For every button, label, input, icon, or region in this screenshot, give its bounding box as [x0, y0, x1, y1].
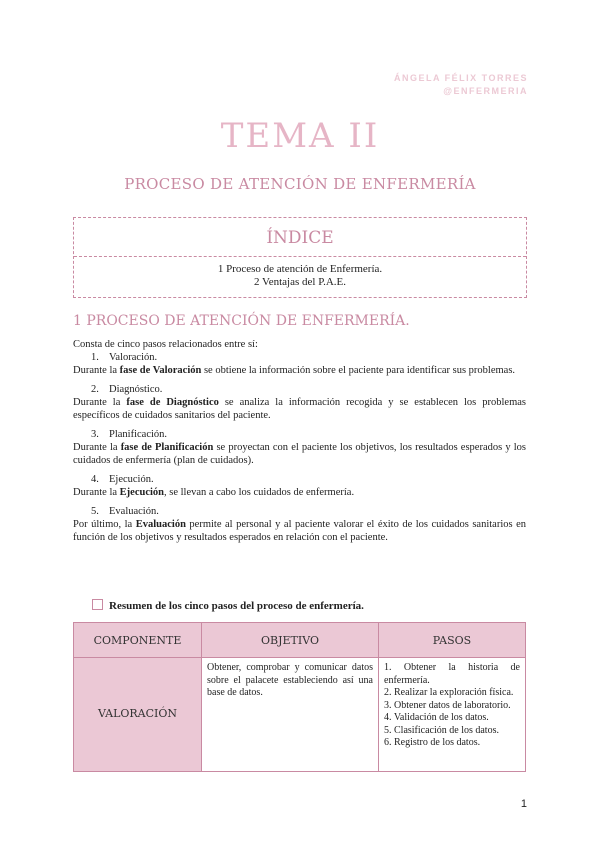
index-item: 2 Ventajas del P.A.E.	[253, 276, 347, 288]
index-box	[73, 217, 527, 298]
step-description: Durante la Ejecución, se llevan a cabo los cuidados de enfermería.	[73, 487, 355, 498]
page-title: TEMA II	[220, 116, 380, 156]
table-header-row	[74, 623, 526, 658]
section-title: 1 PROCESO DE ATENCIÓN DE ENFERMERÍA.	[73, 313, 410, 329]
component-cell: VALORACIÓN	[74, 658, 202, 772]
step-description: Durante la fase de Valoración se obtiene la información sobre el paciente para identificar sus problemas.	[73, 365, 516, 376]
column-header: COMPONENTE	[74, 623, 202, 658]
objective-cell: Obtener, comprobar y comunicar datos sobre el palacete estableciendo así una base de datos.	[202, 658, 379, 772]
pae-table	[73, 622, 526, 772]
list-item: 1. Obtener la historia de enfermería.	[384, 662, 520, 686]
step-heading: 3. Planificación.	[91, 429, 168, 440]
summary-label: Resumen de los cinco pasos del proceso de enfermería.	[109, 600, 364, 612]
index-list	[74, 257, 526, 289]
list-item: 5. Clasificación de los datos.	[384, 724, 499, 736]
section-content	[73, 338, 526, 544]
step-heading: 1. Valoración.	[91, 352, 158, 363]
page-number: 1	[520, 798, 527, 810]
step-description: Durante la fase de Diagnóstico se analiza la información recogida y se establecen los problemas específicos de cuidados sanitarios del paciente.	[73, 397, 526, 421]
step-description: Por último, la Evaluación permite al personal y al paciente valorar el éxito de los cuidados sanitarios en función de los objetivos y resultados esperados en relación con el paciente.	[73, 519, 526, 543]
step-heading: 2. Diagnóstico.	[91, 384, 163, 395]
section-intro: Consta de cinco pasos relacionados entre sí:	[73, 339, 258, 350]
step-description: Durante la fase de Planificación se proyectan con el paciente los objetivos, los resultados esperados y los cuidados de enfermería (plan de cuidados).	[73, 442, 526, 466]
checkbox-icon	[92, 599, 103, 610]
list-item: 3. Obtener datos de laboratorio.	[384, 699, 511, 711]
author-handle: @ENFERMERIA	[443, 86, 528, 96]
author-block	[394, 72, 528, 98]
summary-heading	[92, 599, 364, 612]
step-heading: 5. Evaluación.	[91, 506, 159, 517]
step-heading: 4. Ejecución.	[91, 474, 154, 485]
column-header: PASOS	[379, 623, 526, 658]
table-row	[74, 658, 526, 772]
index-item: 1 Proceso de atención de Enfermería.	[217, 263, 383, 275]
steps-cell	[379, 658, 526, 772]
column-header: OBJETIVO	[202, 623, 379, 658]
page-subtitle: PROCESO DE ATENCIÓN DE ENFERMERÍA	[124, 175, 476, 193]
author-name: ÁNGELA FÉLIX TORRES	[393, 73, 528, 83]
list-item: 4. Validación de los datos.	[384, 712, 489, 723]
list-item: 2. Realizar la exploración física.	[384, 687, 514, 698]
index-heading: ÍNDICE	[74, 218, 526, 257]
list-item: 6. Registro de los datos.	[384, 737, 481, 748]
